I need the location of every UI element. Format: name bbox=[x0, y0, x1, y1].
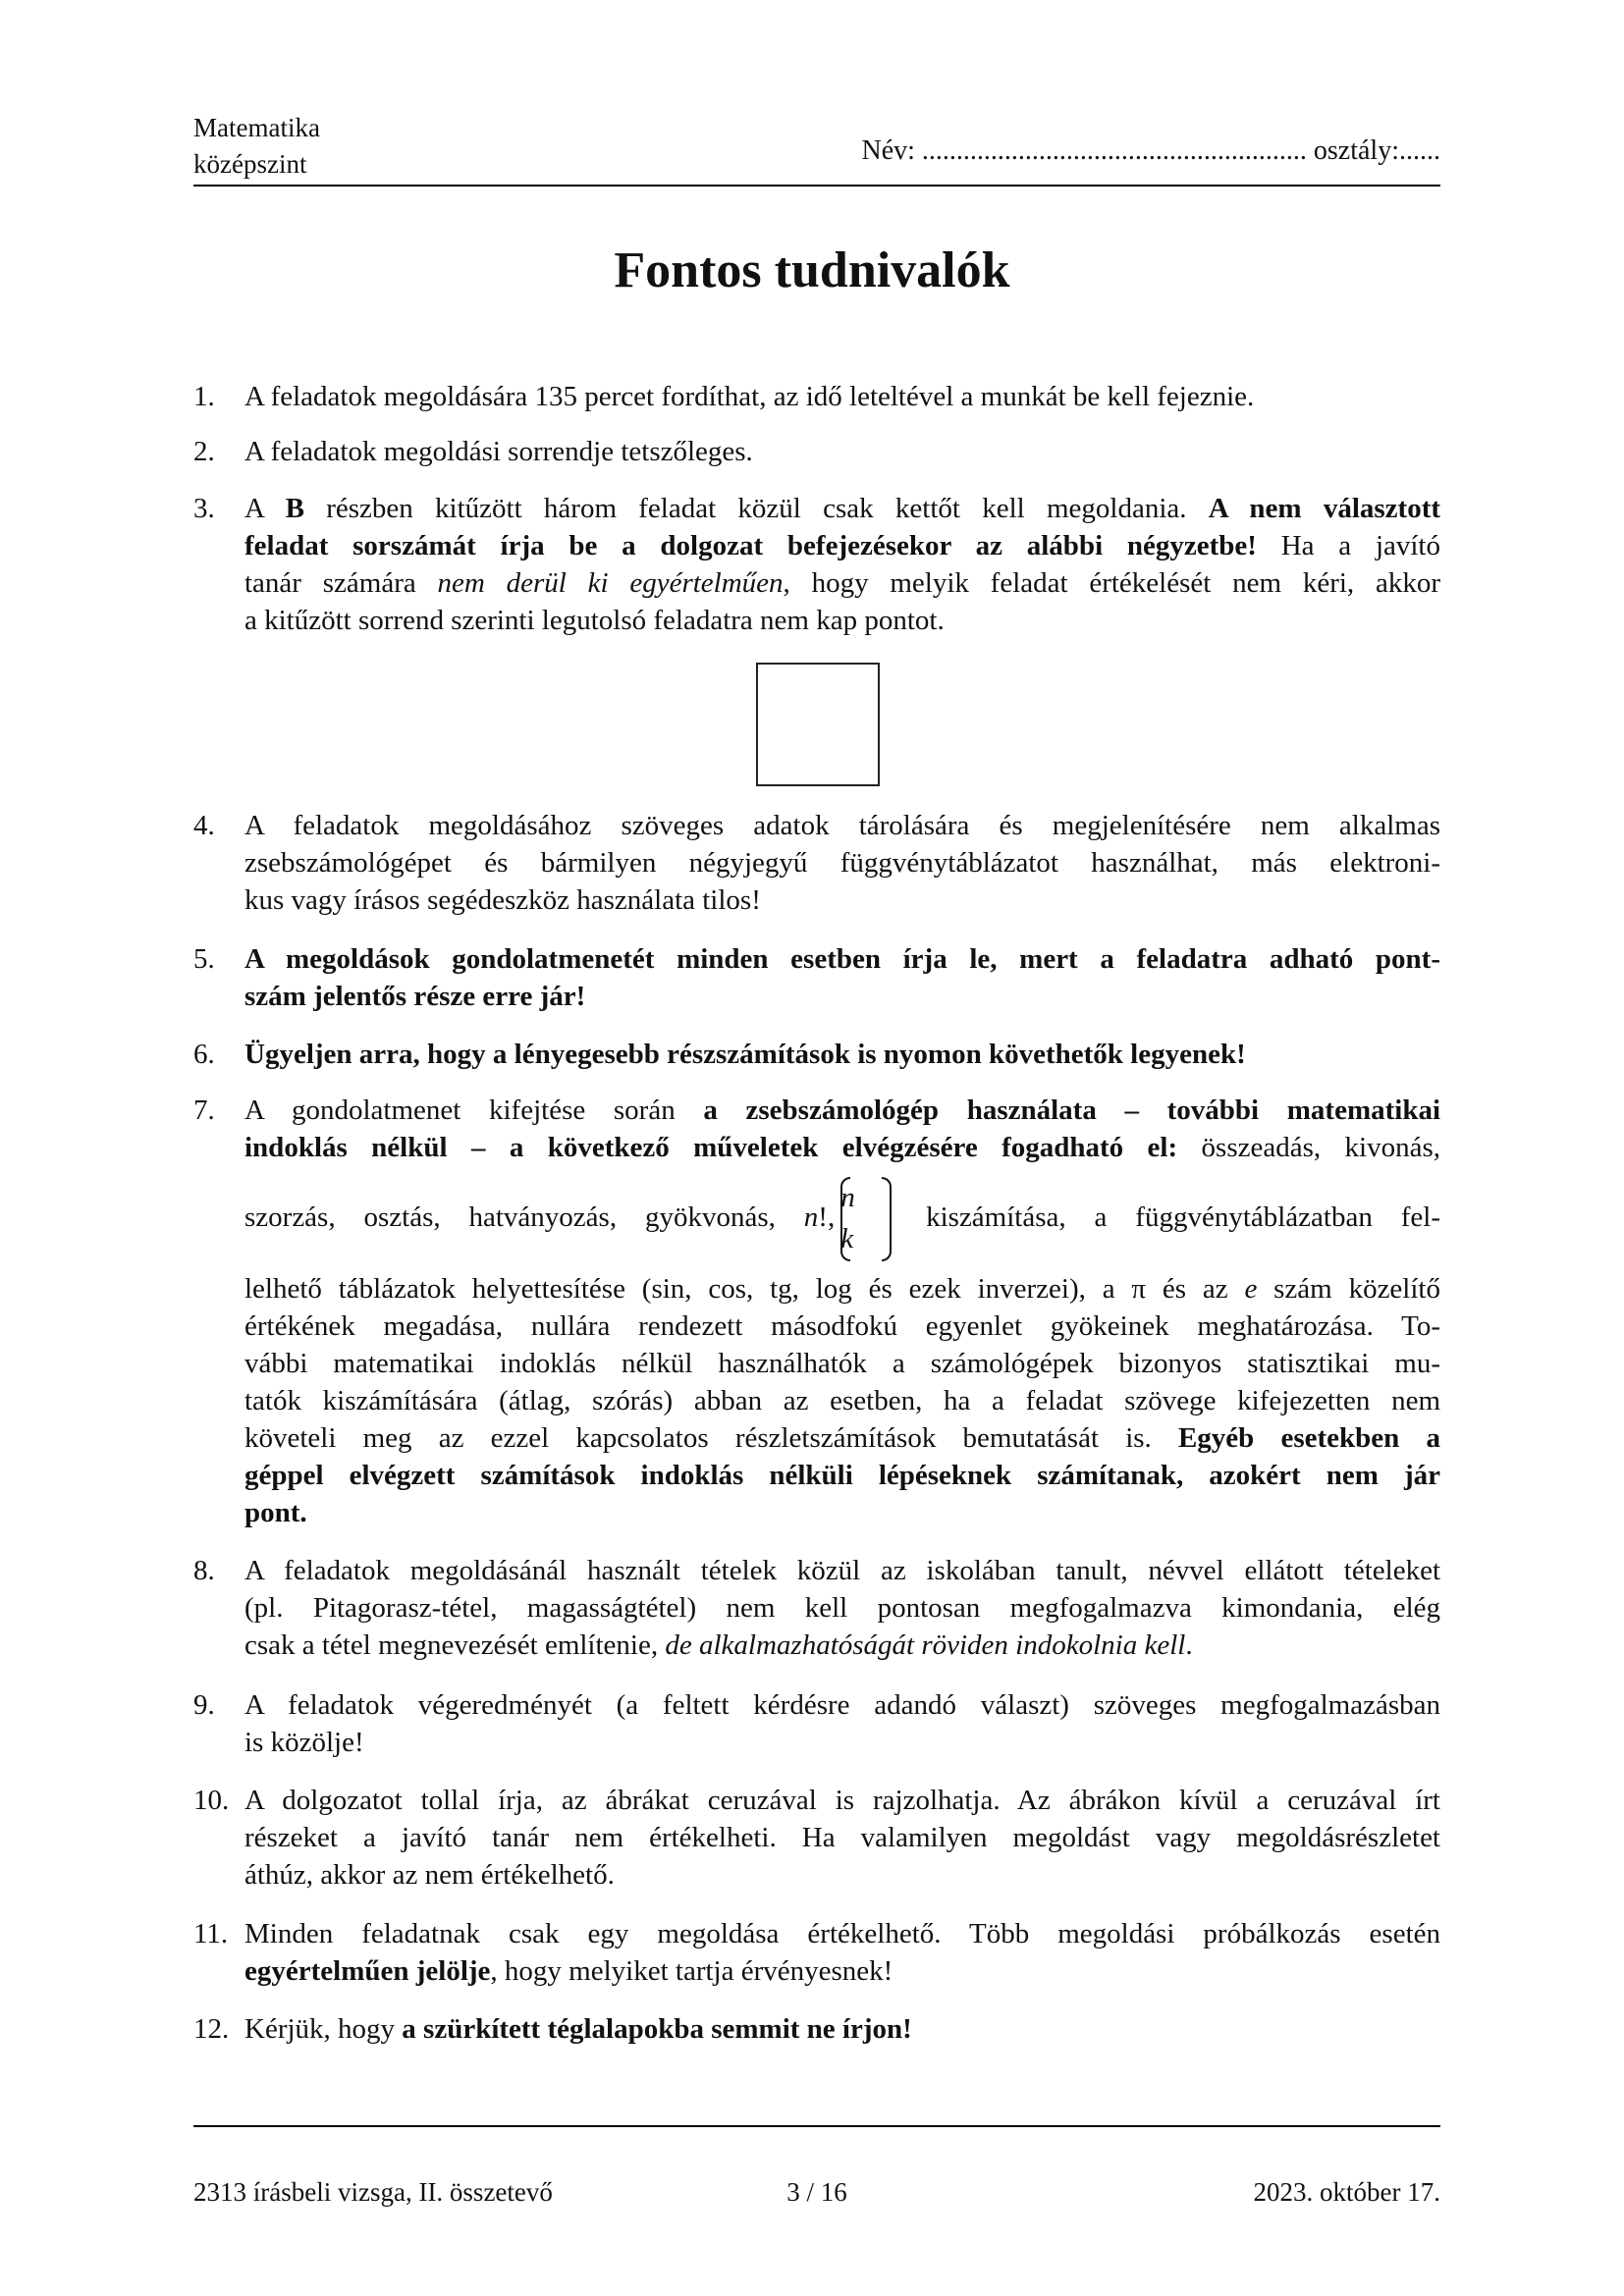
item-text: A feladatok megoldásához szöveges adatok tárolására és megjelenítésére nem alkalmas zsebszámológépet és bármilyen négyjegyű függvénytáblázatot használhat, más elektroni- kus vagy írásos segédeszköz használata tilos! bbox=[244, 810, 1440, 916]
item-text: A dolgozatot tollal írja, az ábrákat ceruzával is rajzolhatja. Az ábrákon kívül a ceruzával írt részeket a javító tanár nem értékelheti. Ha valamilyen megoldást vagy megoldásrészletet áthúz, akkor az nem értékelhető. bbox=[244, 1785, 1440, 1891]
exam-code: 2313 írásbeli vizsga, II. összetevő bbox=[193, 2177, 553, 2207]
page-header bbox=[193, 110, 1440, 187]
item-text: A megoldások gondolatmenetét minden esetben írja le, mert a feladatra adható pont- szám jelentős része erre jár! bbox=[244, 943, 1440, 1012]
item-text: A feladatok végeredményét (a feltett kérdésre adandó választ) szöveges megfogalmazásban is közölje! bbox=[244, 1689, 1440, 1758]
item-number: 5. bbox=[193, 943, 215, 975]
item-text: A gondolatmenet kifejtése során a zsebszámológép használata – további matematikai indoklás nélkül – a következő műveletek elvégzésére fogadható el: összeadás, kivonás, szorzás, osztás, hatványozás, gyökvonás, n!, n k kiszámítása, a függvénytáblázatban fel- lelhető táblázatok helyettesítése (sin, cos, tg, log és ezek inverzei), a π és az e szám közelítő értékének megadása, nullára rendezett másodfokú egyenlet gyökeinek meghatározása. To- vábbi matematikai indoklás nélkül használhatók a számológépek bizonyos statisztikai mu- tatók kiszámítására (átlag, szórás) abban az esetben, ha a feladat szövege kifejezetten nem követeli meg az ezzel kapcsolatos részletszámítások bemutatását is. Egyéb esetekben a géppel elvégzett számítások indoklás nélküli lépéseknek számítanak, azokért nem jár pont. bbox=[244, 1095, 1441, 1528]
item-number: 7. bbox=[193, 1095, 215, 1126]
footer-divider bbox=[193, 2125, 1440, 2127]
item-number: 1. bbox=[193, 381, 215, 412]
subject-level: középszint bbox=[193, 149, 307, 179]
item-number: 9. bbox=[193, 1689, 215, 1721]
item-text: A B részben kitűzött három feladat közül csak kettőt kell megoldania. A nem választott feladat sorszámát írja be a dolgozat befejezésekor az alábbi négyzetbe! Ha a javító tanár számára nem derül ki egyértelműen, hogy melyik feladat értékelését nem kéri, akkor a kitűzött sorrend szerinti legutolsó feladatra nem kap pontot. bbox=[244, 493, 1441, 636]
item-number: 10. bbox=[193, 1785, 230, 1816]
item-line: A feladatok megoldási sorrendje tetszőleges. bbox=[244, 436, 753, 467]
page-title: Fontos tudnivalók bbox=[614, 242, 1010, 298]
item-number: 4. bbox=[193, 810, 215, 841]
binomial-coefficient: n k bbox=[840, 1177, 892, 1261]
name-class-field: Név: ........................................................ osztály:...... bbox=[861, 135, 1440, 166]
item-text: Kérjük, hogy a szürkített téglalapokba semmit ne írjon! bbox=[244, 2013, 912, 2045]
page-number: 3 / 16 bbox=[786, 2177, 847, 2207]
item-number: 8. bbox=[193, 1555, 215, 1586]
item-text: Minden feladatnak csak egy megoldása értékelhető. Több megoldási próbálkozás esetén egyértelműen jelölje, hogy melyiket tartja érvényesnek! bbox=[244, 1918, 1440, 1987]
subject-block bbox=[193, 110, 320, 183]
item-number: 11. bbox=[193, 1918, 229, 1949]
item-number: 12. bbox=[193, 2013, 230, 2045]
item-line: Ügyeljen arra, hogy a lényegesebb részszámítások is nyomon követhetők legyenek! bbox=[244, 1039, 1246, 1070]
subject-name: Matematika bbox=[193, 113, 320, 142]
unselected-task-box[interactable] bbox=[756, 663, 880, 786]
item-text: A feladatok megoldásánál használt tételek közül az iskolában tanult, névvel ellátott tételeket (pl. Pitagorasz-tétel, magasságtétel) nem kell pontosan megfogalmazva kimondania, elég csak a tétel megnevezését említenie, de alkalmazhatóságát röviden indokolnia kell. bbox=[244, 1555, 1440, 1661]
item-line: A feladatok megoldására 135 percet fordíthat, az idő leteltével a munkát be kell fejeznie. bbox=[244, 381, 1255, 412]
exam-date: 2023. október 17. bbox=[1253, 2177, 1440, 2207]
item-number: 2. bbox=[193, 436, 215, 467]
item-number: 6. bbox=[193, 1039, 215, 1070]
item-number: 3. bbox=[193, 493, 215, 524]
